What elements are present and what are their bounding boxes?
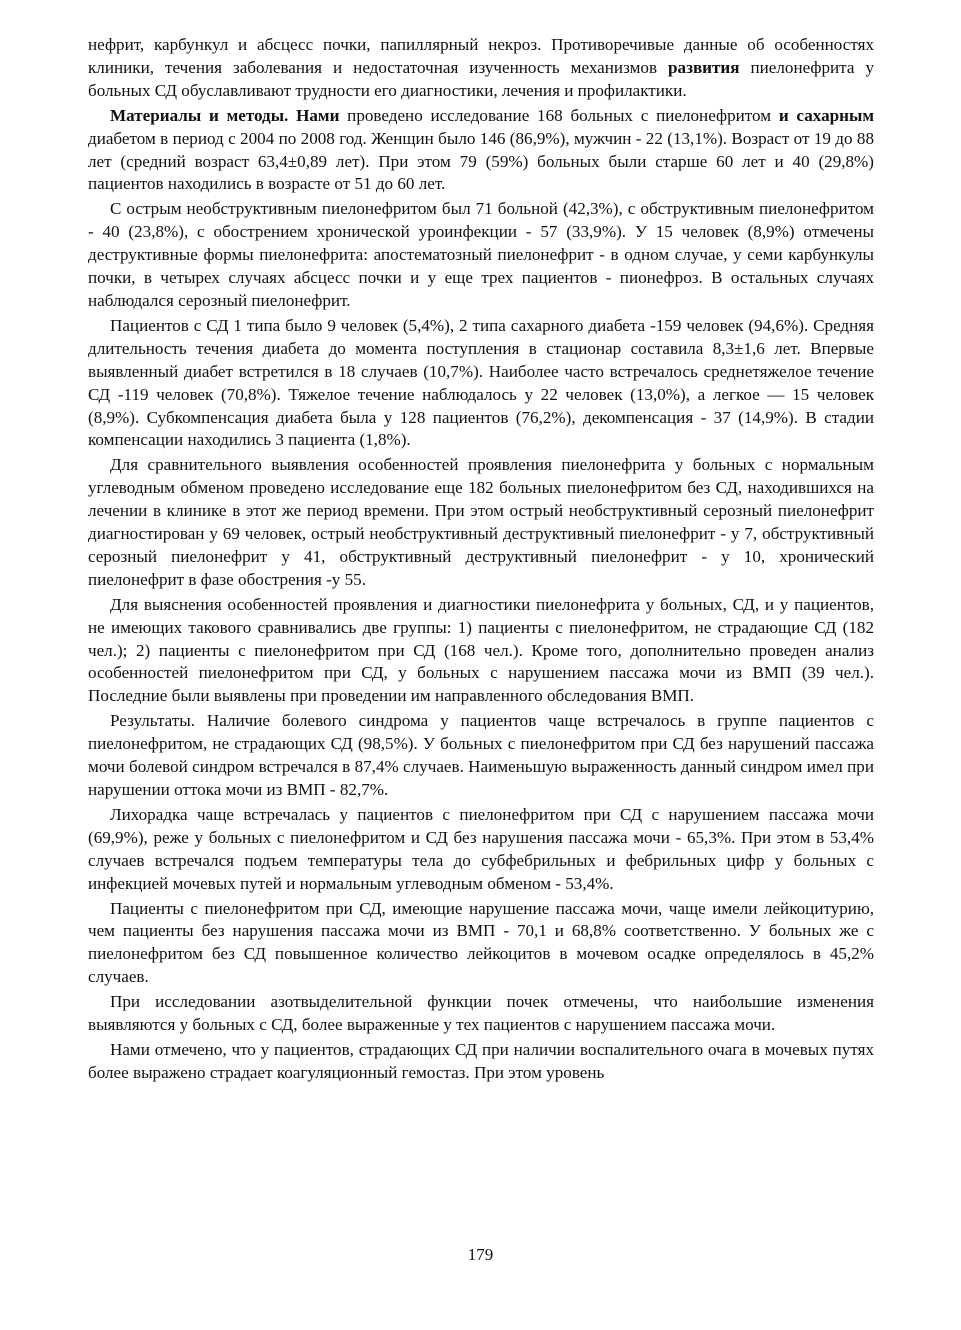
article-body	[88, 34, 874, 1087]
paragraph-text: Результаты. Наличие болевого синдрома у пациентов чаще встречалось в группе пациентов с пиелонефритом, не страдающих СД (98,5%). У больных с пиелонефритом при СД без нарушений пассажа мочи болевой синдром встречался в 87,4% случаев. Наименьшую выраженность данный синдром имел при нарушении оттока мочи из ВМП - 82,7%.	[88, 711, 874, 799]
paragraph-text: Для сравнительного выявления особенностей проявления пиелонефрита у больных с нормальным углеводным обменом проведено исследование еще 182 больных пиелонефритом без СД, находившихся на лечении в клинике в этот же период времени. При этом острый необструктивный серозный пиелонефрит диагностирован у 69 человек, острый необструктивный деструктивный пиелонефрит - у 7, обструктивный серозный пиелонефрит у 41, обструктивный деструктивный пиелонефрит - у 10, хронический пиелонефрит в фазе обострения -у 55.	[88, 455, 874, 589]
paragraph-text: Пациентов с СД 1 типа было 9 человек (5,4%), 2 типа сахарного диабета -159 человек (94,6%). Средняя длительность течения диабета до момента поступления в стационар составила 8,3±1,6 лет. Впервые выявленный диабет встретился в 18 случаев (10,7%). Наиболее часто встречалось среднетяжелое течение СД -119 человек (70,8%). Тяжелое течение наблюдалось у 22 человек (13,0%), а легкое — 15 человек (8,9%). Субкомпенсация диабета была у 128 пациентов (76,2%), декомпенсация - 37 (14,9%). В стадии компенсации находились 3 пациента (1,8%).	[88, 315, 874, 450]
paragraph-text: С острым необструктивным пиелонефритом был 71 больной (42,3%), с обструктивным пиелонефритом - 40 (23,8%), с обострением хронической уроинфекции - 57 (33,9%). У 15 человек (8,9%) отмечены деструктивные формы пиелонефрита: апостематозный пиелонефрит - в одном случае, у семи карбункулы почки, в четырех случаях абсцесс почки и у еще трех пациентов - пионефроз. В остальных случаях наблюдался серозный пиелонефрит.	[88, 199, 874, 310]
paragraph-text: При исследовании азотвыделительной функции почек отмечены, что наибольшие изменения выявляются у больных с СД, более выраженные у тех пациентов с нарушением пассажа мочи.	[88, 992, 874, 1035]
paragraph-text: проведено исследование 168 больных с пиелонефритом	[339, 105, 779, 125]
paragraph-intro-continuation	[88, 34, 874, 103]
section-heading-methods: Материалы и методы. Нами	[110, 105, 340, 125]
paragraph-text: Для выяснения особенностей проявления и диагностики пиелонефрита у больных, СД, и у пациентов, не имеющих такового сравнивались две группы: 1) пациенты с пиелонефритом, не страдающие СД (182 чел.); 2) пациенты с пиелонефритом при СД (168 чел.). Кроме того, дополнительно проведен анализ особенностей пиелонефритом при СД, у больных с нарушением пассажа мочи из ВМП (39 чел.). Последние были выявлены при проведении им направленного обследования ВМП.	[88, 594, 874, 706]
paragraph-study-groups	[88, 594, 874, 709]
paragraph-text: Лихорадка чаще встречалась у пациентов с пиелонефритом при СД с нарушением пассажа мочи (69,9%), реже у больных с пиелонефритом и СД без нарушения пассажа мочи - 65,3%. При этом в 53,4% случаев встречался подъем температуры тела до субфебрильных и фебрильных цифр у больных с инфекцией мочевых путей и нормальным углеводным обменом - 53,4%.	[88, 804, 874, 893]
paragraph-text: Пациенты с пиелонефритом при СД, имеющие нарушение пассажа мочи, чаще имели лейкоцитурию, чем пациенты без нарушения пассажа мочи из ВМП - 70,1 и 68,8% соответственно. У больных же с пиелонефритом без СД повышенное количество лейкоцитов в мочевом осадке определялось в 45,2% случаев.	[88, 898, 874, 987]
page-number: 179	[467, 1245, 494, 1264]
paragraph-text: Нами отмечено, что у пациентов, страдающих СД при наличии воспалительного очага в мочевых путях более выражено страдает коагуляционный гемостаз. При этом уровень	[88, 1039, 874, 1082]
paragraph-diabetes-types	[88, 315, 874, 452]
paragraph-comparison-group	[88, 454, 874, 591]
paragraph-results-hemostasis	[88, 1039, 874, 1085]
paragraph-results-pain	[88, 710, 874, 802]
paragraph-acute-pyelonephritis	[88, 198, 874, 313]
paragraph-text: диабетом в период с 2004 по 2008 год. Женщин было 146 (86,9%), мужчин - 22 (13,1%). Возраст от 19 до 88 лет (средний возраст 63,4±0,89 лет). При этом 79 (59%) больных были старше 60 лет и 40 (29,8%) пациентов находились в возрасте от 51 до 60 лет.	[88, 128, 874, 194]
paragraph-text: нефрит, карбункул и абсцесс почки, папиллярный некроз. Противоречивые данные об особенностях клиники, течения заболевания и недостаточная изученность механизмов	[88, 35, 874, 77]
paragraph-methods	[88, 105, 874, 197]
paragraph-results-renal-function	[88, 991, 874, 1037]
bold-term: и сахарным	[778, 105, 874, 125]
paragraph-results-leukocyturia	[88, 898, 874, 990]
bold-term: развития	[668, 57, 740, 77]
paragraph-text: пиелонефрита у больных СД обуславливают трудности его диагностики, лечения и профилактики.	[88, 57, 874, 100]
paragraph-results-fever	[88, 804, 874, 896]
